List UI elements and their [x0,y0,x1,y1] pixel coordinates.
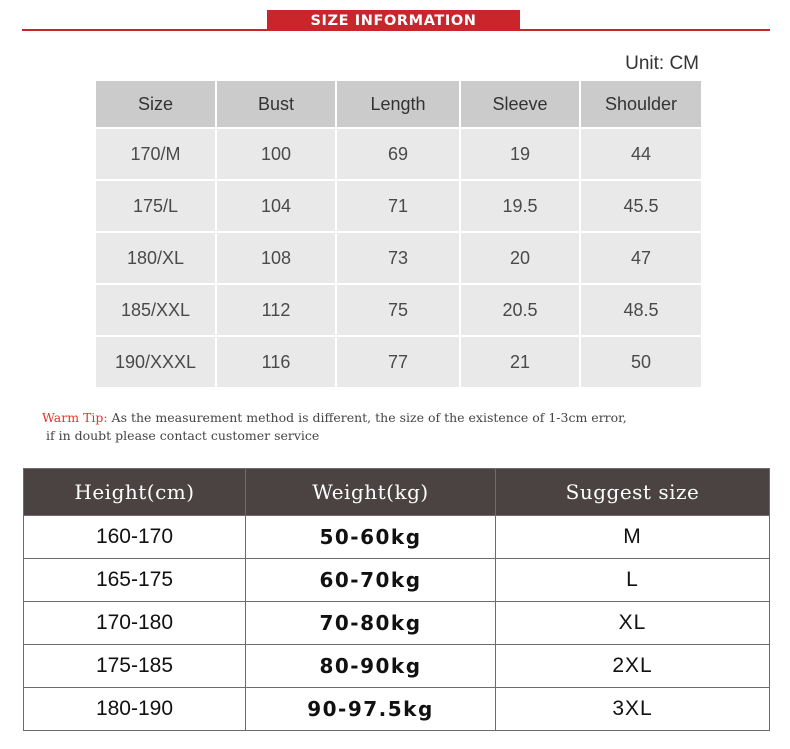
suggested-size-cell: XL [496,602,770,645]
table-cell: 170/M [96,128,216,180]
warm-tip-text-line2: if in doubt please contact customer service [42,428,320,443]
table-cell: 116 [216,336,336,387]
table-row [24,516,770,559]
table-cell: 104 [216,180,336,232]
weight-cell: 60-70kg [246,559,496,602]
recommendation-header-row [24,469,770,516]
size-table [96,81,701,387]
table-row [96,284,701,336]
table-cell: 100 [216,128,336,180]
table-cell: 175/L [96,180,216,232]
column-header: Size [96,81,216,128]
suggested-size-cell: M [496,516,770,559]
table-cell: 19.5 [460,180,580,232]
table-cell: 45.5 [580,180,701,232]
table-cell: 77 [336,336,460,387]
size-recommendation-table [23,468,770,731]
height-cell: 175-185 [24,645,246,688]
table-cell: 19 [460,128,580,180]
weight-cell: 80-90kg [246,645,496,688]
height-cell: 165-175 [24,559,246,602]
table-cell: 21 [460,336,580,387]
table-cell: 71 [336,180,460,232]
size-table-header-row [96,81,701,128]
table-cell: 44 [580,128,701,180]
weight-cell: 90-97.5kg [246,688,496,731]
column-header: Bust [216,81,336,128]
warm-tip-label: Warm Tip: [42,410,108,425]
table-cell: 20 [460,232,580,284]
weight-cell: 50-60kg [246,516,496,559]
column-header: Length [336,81,460,128]
table-row [24,602,770,645]
table-cell: 75 [336,284,460,336]
table-cell: 48.5 [580,284,701,336]
table-cell: 190/XXXL [96,336,216,387]
table-cell: 112 [216,284,336,336]
weight-cell: 70-80kg [246,602,496,645]
table-cell: 20.5 [460,284,580,336]
column-header: Weight(kg) [246,469,496,516]
unit-label: Unit: CM [625,53,699,74]
suggested-size-cell: L [496,559,770,602]
height-cell: 180-190 [24,688,246,731]
column-header: Height(cm) [24,469,246,516]
table-cell: 69 [336,128,460,180]
table-cell: 73 [336,232,460,284]
column-header: Suggest size [496,469,770,516]
table-row [24,559,770,602]
column-header: Shoulder [580,81,701,128]
table-cell: 47 [580,232,701,284]
height-cell: 160-170 [24,516,246,559]
warm-tip [42,409,627,445]
table-row [96,128,701,180]
table-row [96,180,701,232]
section-title: SIZE INFORMATION [267,10,520,31]
table-cell: 50 [580,336,701,387]
table-cell: 185/XXL [96,284,216,336]
table-row [96,336,701,387]
table-row [24,688,770,731]
suggested-size-cell: 2XL [496,645,770,688]
suggested-size-cell: 3XL [496,688,770,731]
height-cell: 170-180 [24,602,246,645]
table-cell: 180/XL [96,232,216,284]
warm-tip-text: As the measurement method is different, the size of the existence of 1-3cm error, [107,410,627,425]
table-row [24,645,770,688]
column-header: Sleeve [460,81,580,128]
table-row [96,232,701,284]
table-cell: 108 [216,232,336,284]
